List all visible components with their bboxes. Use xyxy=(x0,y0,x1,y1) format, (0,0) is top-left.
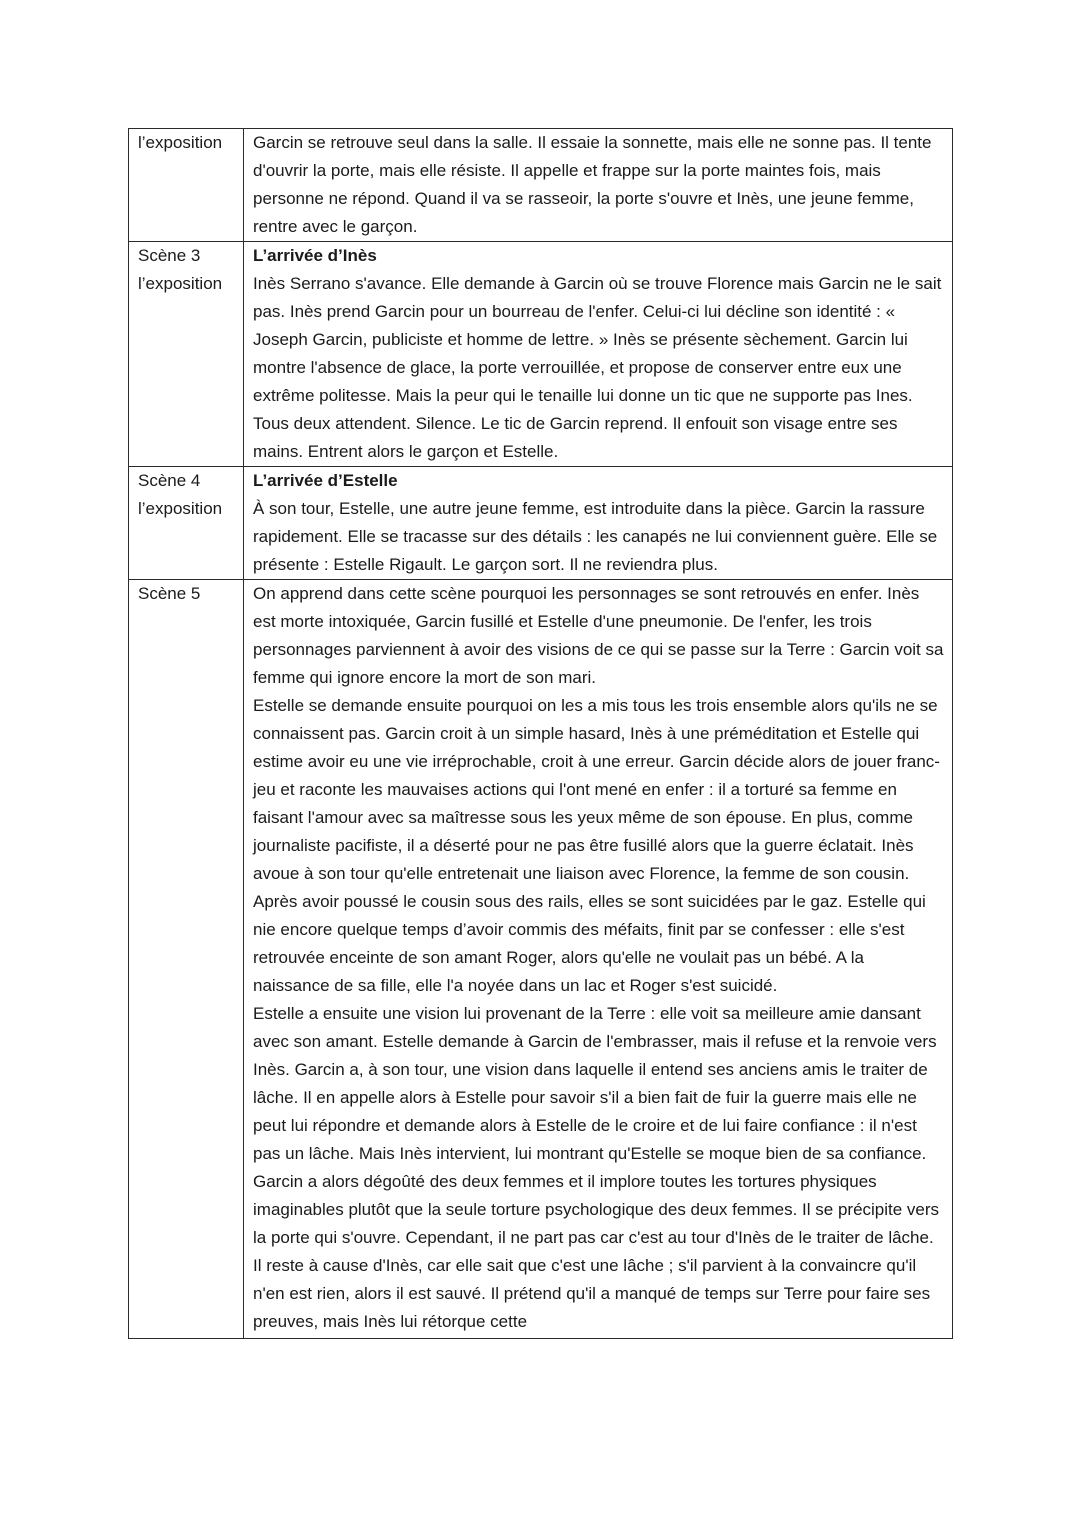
table-row xyxy=(129,242,953,467)
summary-paragraph: Estelle se demande ensuite pourquoi on les a mis tous les trois ensemble alors qu'ils ne se connaissent pas. Garcin croit à un simple hasard, Inès à une préméditation et Estelle qui estime avoir eu une vie irréprochable, croit à une erreur. Garcin décide alors de jouer franc-jeu et raconte les mauvaises actions qui l'ont mené en enfer : il a torturé sa femme en faisant l'amour avec sa maîtresse sous les yeux même de son épouse. En plus, comme journaliste pacifiste, il a déserté pour ne pas être fusillé alors que la guerre éclatait. Inès avoue à son tour qu'elle entretenait une liaison avec Florence, la femme de son cousin. Après avoir poussé le cousin sous des rails, elles se sont suicidées par le gaz. Estelle qui nie encore quelque temps d’avoir commis des méfaits, finit par se confesser : elle s'est retrouvée enceinte de son amant Roger, alors qu'elle ne voulait pas un bébé. A la naissance de sa fille, elle l'a noyée dans un lac et Roger s'est suicidé. xyxy=(253,696,940,995)
scene-summary-cell xyxy=(244,129,953,242)
summary-paragraph: À son tour, Estelle, une autre jeune femme, est introduite dans la pièce. Garcin la rassure rapidement. Elle se tracasse sur des détails : les canapés ne lui conviennent guère. Elle se présente : Estelle Rigault. Le garçon sort. Il ne reviendra plus. xyxy=(253,499,938,574)
scene-summary-cell xyxy=(244,467,953,580)
scene-part-label: l’exposition xyxy=(138,274,223,293)
summary-paragraph: Garcin se retrouve seul dans la salle. Il essaie la sonnette, mais elle ne sonne pas. Il tente d'ouvrir la porte, mais elle résiste. Il appelle et frappe sur la porte maintes fois, mais personne ne répond. Quand il va se rasseoir, la porte s'ouvre et Inès, une jeune femme, rentre avec le garçon. xyxy=(253,133,932,236)
scene-label-cell xyxy=(129,242,244,467)
scene-number-label: Scène 5 xyxy=(138,584,201,603)
scene-label-line: l’exposition xyxy=(138,133,223,152)
summary-paragraph: Estelle a ensuite une vision lui provenant de la Terre : elle voit sa meilleure amie dansant avec son amant. Estelle demande à Garcin de l'embrasser, mais il refuse et la renvoie vers Inès. Garcin a, à son tour, une vision dans laquelle il entend ses anciens amis le traiter de lâche. Il en appelle alors à Estelle pour savoir s'il a bien fait de fuir la guerre mais elle ne peut lui répondre et demande alors à Estelle de le croire et de lui faire confiance : il n'est pas un lâche. Mais Inès intervient, lui montrant qu'Estelle se moque bien de sa confiance. xyxy=(253,1004,937,1163)
scene-label-cell xyxy=(129,129,244,242)
summary-paragraph: On apprend dans cette scène pourquoi les personnages se sont retrouvés en enfer. Inès est morte intoxiquée, Garcin fusillé et Estelle d'une pneumonie. De l'enfer, les trois personnages parviennent à avoir des visions de ce qui se passe sur la Terre : Garcin voit sa femme qui ignore encore la mort de son mari. xyxy=(253,584,944,687)
scene-label-cell xyxy=(129,467,244,580)
scene-summary-cell xyxy=(244,242,953,467)
scene-title: L’arrivée d’Inès xyxy=(253,246,377,265)
summary-paragraph: Garcin a alors dégoûté des deux femmes et il implore toutes les tortures physiques imaginables plutôt que la seule torture psychologique des deux femmes. Il se précipite vers la porte qui s'ouvre. Cependant, il ne part pas car c'est au tour d'Inès de le traiter de lâche. Il reste à cause d'Inès, car elle sait que c'est une lâche ; s'il parvient à la convaincre qu'il n'en est rien, alors il est sauvé. Il prétend qu'il a manqué de temps sur Terre pour faire ses preuves, mais Inès lui rétorque cette xyxy=(253,1172,940,1331)
scene-part-label: l’exposition xyxy=(138,499,223,518)
scene-summary-cell xyxy=(244,580,953,1339)
scene-number-label: Scène 3 xyxy=(138,246,201,265)
scene-label-cell xyxy=(129,580,244,1339)
summary-paragraph: Inès Serrano s'avance. Elle demande à Garcin où se trouve Florence mais Garcin ne le sait pas. Inès prend Garcin pour un bourreau de l'enfer. Celui-ci lui décline son identité : « Joseph Garcin, publiciste et homme de lettre. » Inès se présente sèchement. Garcin lui montre l'absence de glace, la porte verrouillée, et propose de conserver entre eux une extrême politesse. Mais la peur qui le tenaille lui donne un tic que ne supporte pas Ines. Tous deux attendent. Silence. Le tic de Garcin reprend. Il enfouit son visage entre ses mains. Entrent alors le garçon et Estelle. xyxy=(253,274,942,461)
table-row xyxy=(129,467,953,580)
scene-summary-table xyxy=(128,128,953,1339)
scene-title: L’arrivée d’Estelle xyxy=(253,471,398,490)
table-row xyxy=(129,580,953,1339)
scene-number-label: Scène 4 xyxy=(138,471,201,490)
table-row xyxy=(129,129,953,242)
